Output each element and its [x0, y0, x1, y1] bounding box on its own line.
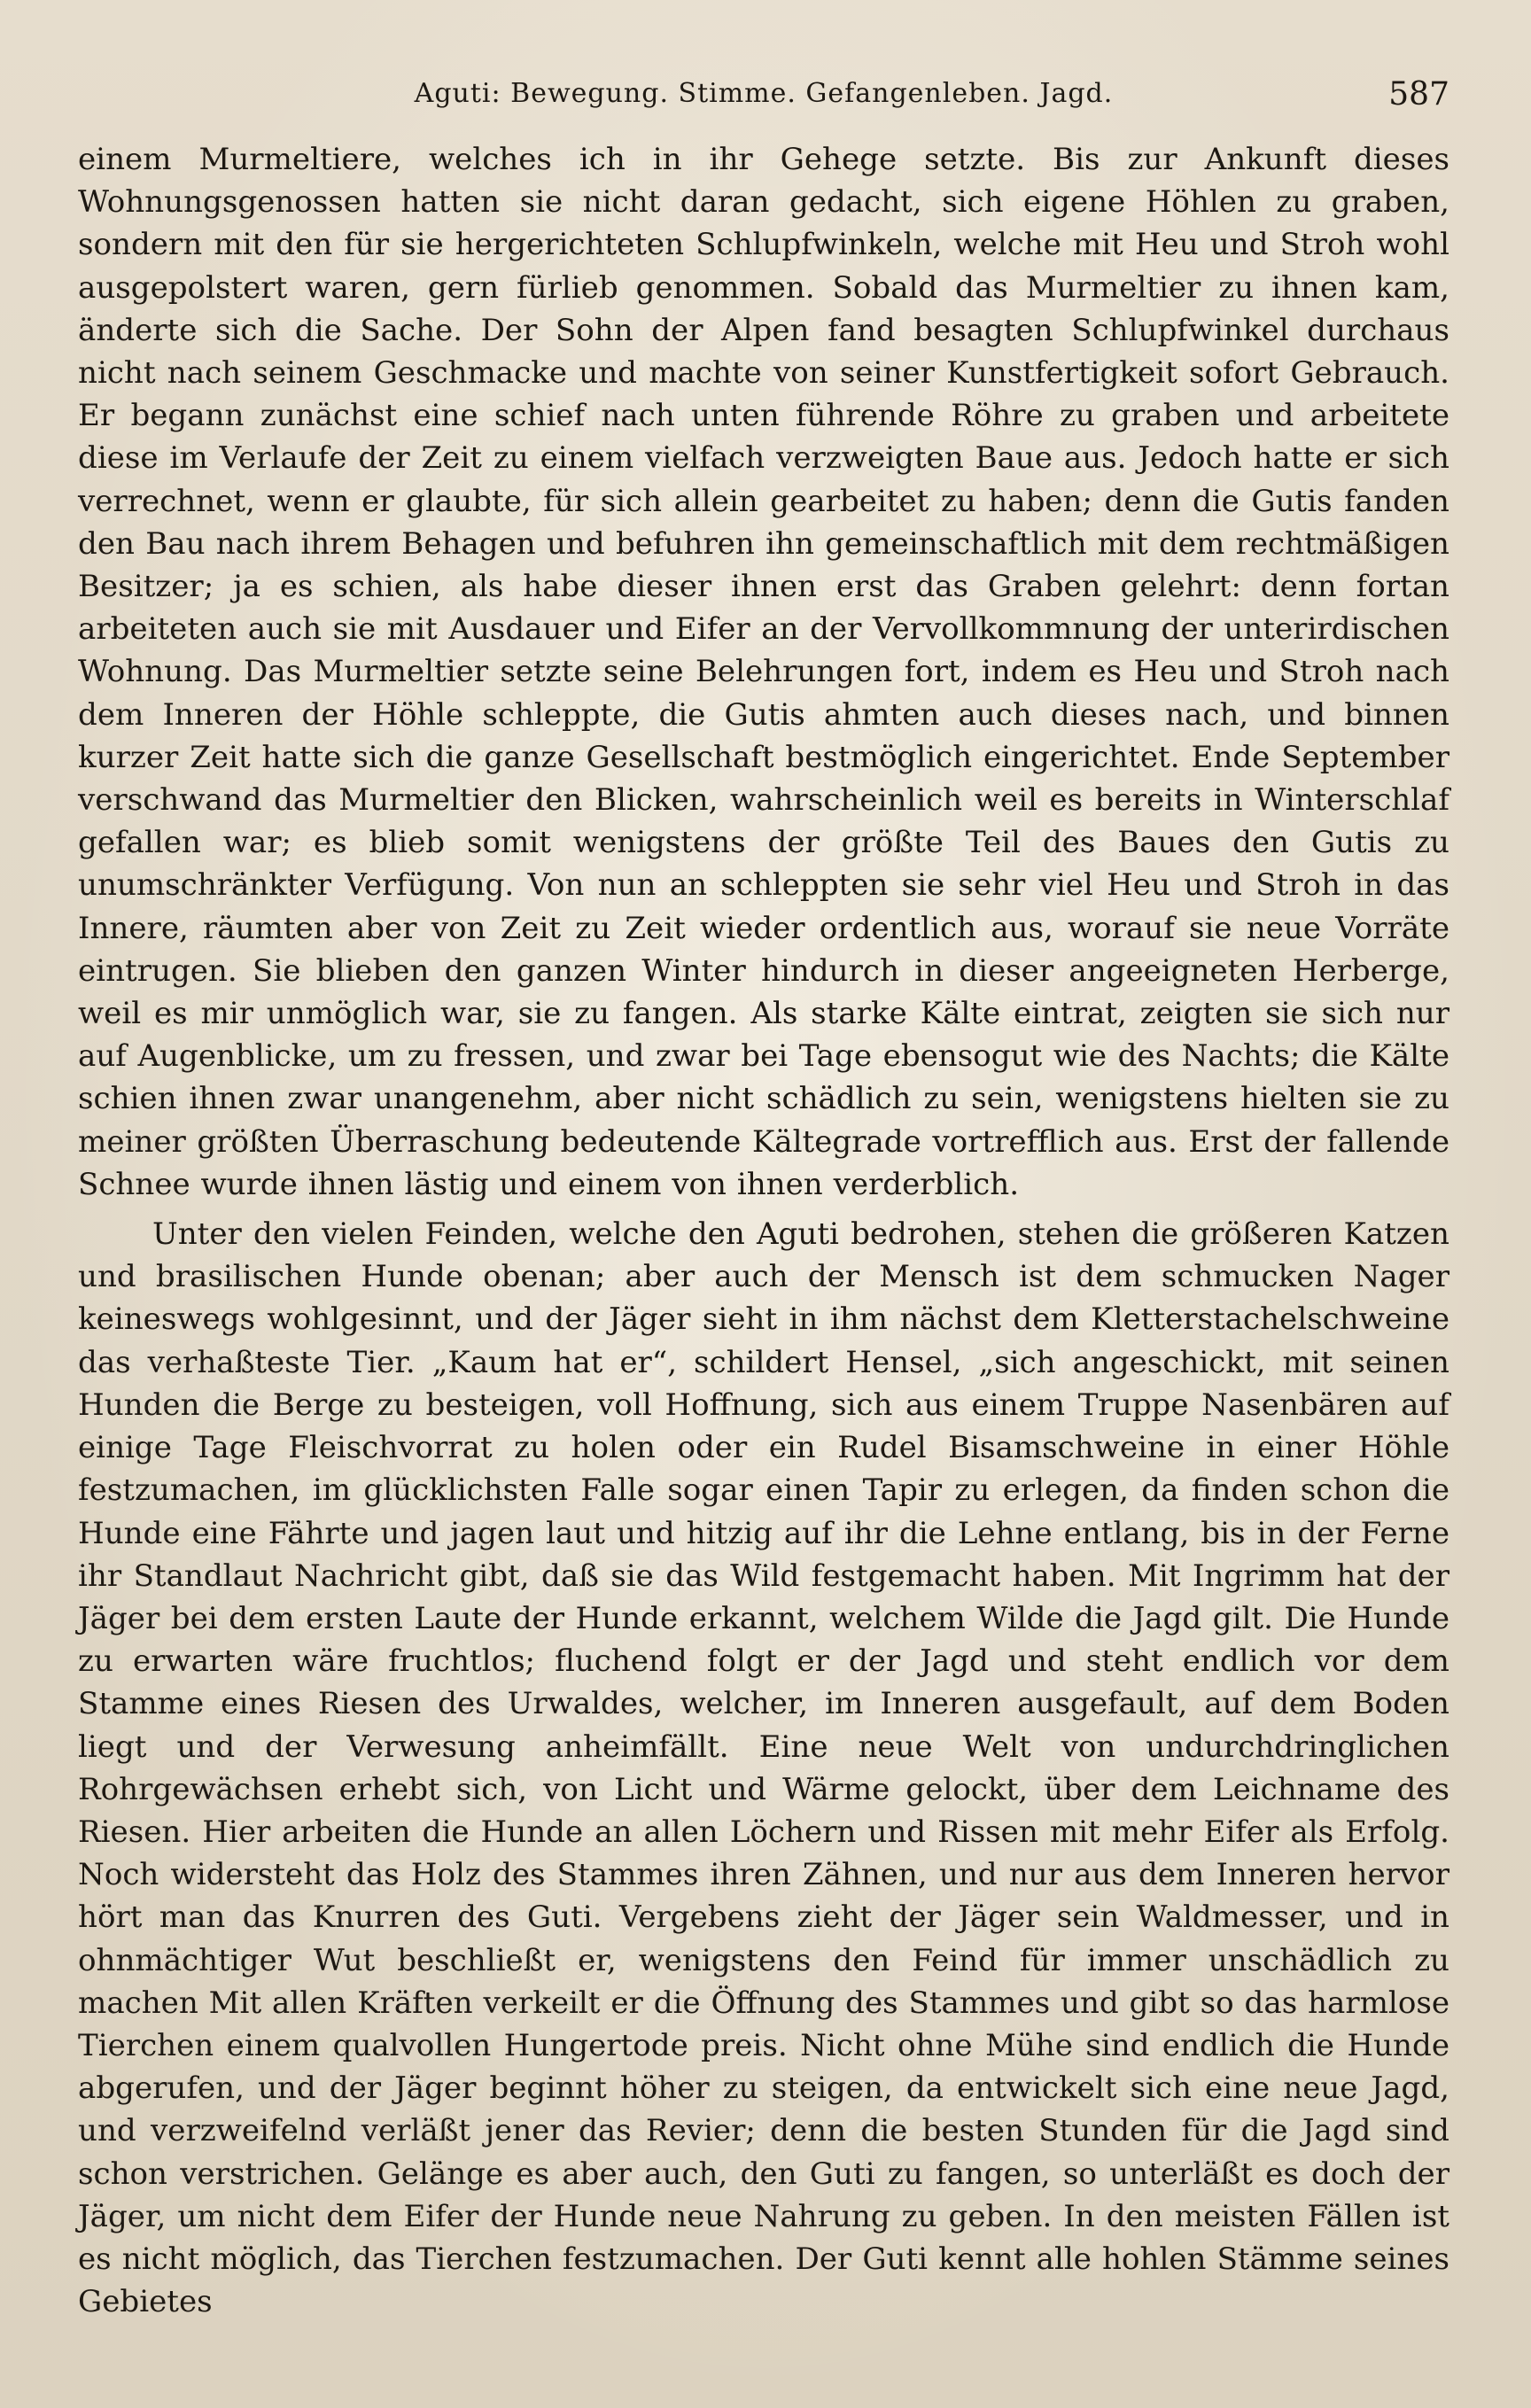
body-text	[78, 138, 1449, 2323]
paragraph-1: einem Murmeltiere, welches ich in ihr Gehege setzte. Bis zur Ankunft dieses Wohnungsgenossen hatten sie nicht daran gedacht, sich eigene Höhlen zu graben, sondern mit den für sie hergerichteten Schlupfwinkeln, welche mit Heu und Stroh wohl ausgepolstert waren, gern fürlieb genommen. Sobald das Murmeltier zu ihnen kam, änderte sich die Sache. Der Sohn der Alpen fand besagten Schlupfwinkel durchaus nicht nach seinem Geschmacke und machte von seiner Kunstfertigkeit sofort Gebrauch. Er begann zunächst eine schief nach unten führende Röhre zu graben und arbeitete diese im Verlaufe der Zeit zu einem vielfach verzweigten Baue aus. Jedoch hatte er sich verrechnet, wenn er glaubte, für sich allein gearbeitet zu haben; denn die Gutis fanden den Bau nach ihrem Behagen und befuhren ihn gemeinschaftlich mit dem rechtmäßigen Besitzer; ja es schien, als habe dieser ihnen erst das Graben gelehrt: denn fortan arbeiteten auch sie mit Ausdauer und Eifer an der Vervollkommnung der unterirdischen Wohnung. Das Murmeltier setzte seine Belehrungen fort, indem es Heu und Stroh nach dem Inneren der Höhle schleppte, die Gutis ahmten auch dieses nach, und binnen kurzer Zeit hatte sich die ganze Gesellschaft bestmöglich eingerichtet. Ende September verschwand das Murmeltier den Blicken, wahrscheinlich weil es bereits in Winterschlaf gefallen war; es blieb somit wenigstens der größte Teil des Baues den Gutis zu unumschränkter Verfügung. Von nun an schleppten sie sehr viel Heu und Stroh in das Innere, räumten aber von Zeit zu Zeit wieder ordentlich aus, worauf sie neue Vorräte eintrugen. Sie blieben den ganzen Winter hindurch in dieser angeeigneten Herberge, weil es mir unmöglich war, sie zu fangen. Als starke Kälte eintrat, zeigten sie sich nur auf Augenblicke, um zu fressen, und zwar bei Tage ebensogut wie des Nachts; die Kälte schien ihnen zwar unangenehm, aber nicht schädlich zu sein, wenigstens hielten sie zu meiner größten Überraschung bedeutende Kältegrade vortrefflich aus. Erst der fallende Schnee wurde ihnen lästig und einem von ihnen verderblich.	[78, 142, 1449, 1202]
page-number: 587	[1388, 76, 1449, 113]
running-head	[78, 73, 1449, 126]
running-title: Aguti: Bewegung. Stimme. Gefangenleben. Jagd.	[414, 78, 1114, 109]
paragraph-2: Unter den vielen Feinden, welche den Aguti bedrohen, stehen die größeren Katzen und brasilischen Hunde obenan; aber auch der Mensch ist dem schmucken Nager keineswegs wohlgesinnt, und der Jäger sieht in ihm nächst dem Kletterstachelschweine das verhaßteste Tier. „Kaum hat er“, schildert Hensel, „sich angeschickt, mit seinen Hunden die Berge zu besteigen, voll Hoffnung, sich aus einem Truppe Nasenbären auf einige Tage Fleischvorrat zu holen oder ein Rudel Bisamschweine in einer Höhle festzumachen, im glücklichsten Falle sogar einen Tapir zu erlegen, da finden schon die Hunde eine Fährte und jagen laut und hitzig auf ihr die Lehne entlang, bis in der Ferne ihr Standlaut Nachricht gibt, daß sie das Wild festgemacht haben. Mit Ingrimm hat der Jäger bei dem ersten Laute der Hunde erkannt, welchem Wilde die Jagd gilt. Die Hunde zu erwarten wäre fruchtlos; fluchend folgt er der Jagd und steht endlich vor dem Stamme eines Riesen des Urwaldes, welcher, im Inneren ausgefault, auf dem Boden liegt und der Verwesung anheimfällt. Eine neue Welt von undurchdringlichen Rohrgewächsen erhebt sich, von Licht und Wärme gelockt, über dem Leichname des Riesen. Hier arbeiten die Hunde an allen Löchern und Rissen mit mehr Eifer als Erfolg. Noch widersteht das Holz des Stammes ihren Zähnen, und nur aus dem Inneren hervor hört man das Knurren des Guti. Vergebens zieht der Jäger sein Waldmesser, und in ohnmächtiger Wut beschließt er, wenigstens den Feind für immer unschädlich zu machen Mit allen Kräften verkeilt er die Öffnung des Stammes und gibt so das harmlose Tierchen einem qualvollen Hungertode preis. Nicht ohne Mühe sind endlich die Hunde abgerufen, und der Jäger beginnt höher zu steigen, da entwickelt sich eine neue Jagd, und verzweifelnd verläßt jener das Revier; denn die besten Stunden für die Jagd sind schon verstrichen. Gelänge es aber auch, den Guti zu fangen, so unterläßt es doch der Jäger, um nicht dem Eifer der Hunde neue Nahrung zu geben. In den meisten Fällen ist es nicht möglich, das Tierchen festzumachen. Der Guti kennt alle hohlen Stämme seines Gebietes	[78, 1216, 1449, 2320]
